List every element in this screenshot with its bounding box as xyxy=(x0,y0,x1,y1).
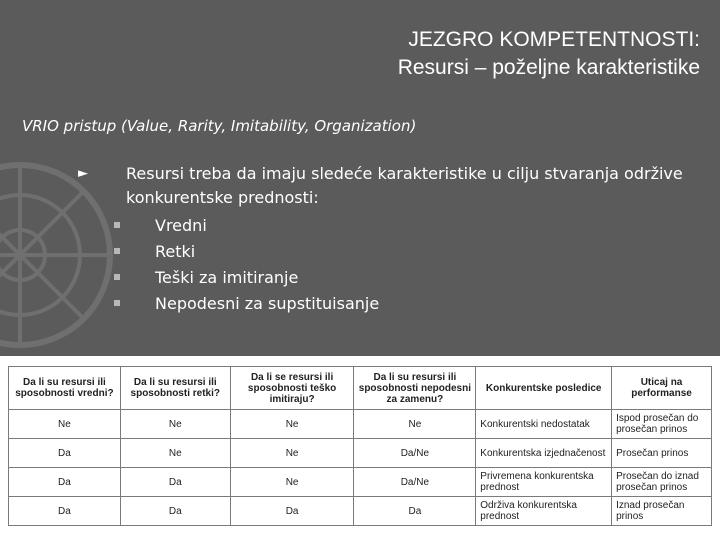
column-header-posledice: Konkurentske posledice xyxy=(476,367,612,410)
list-item-label: Retki xyxy=(155,241,196,261)
slide-subtitle: VRIO pristup (Value, Rarity, Imitability, Organization) xyxy=(22,117,417,135)
column-header-retki: Da li su resursi ili sposobnosti retki? xyxy=(120,367,230,410)
slide-title xyxy=(398,26,700,82)
column-header-zamena: Da li su resursi ili sposobnosti nepodesni za zamenu? xyxy=(354,367,476,410)
table-cell: Privremena konkurentska prednost xyxy=(476,468,612,497)
table-cell: Da xyxy=(9,439,121,468)
table-cell: Ne xyxy=(230,410,354,439)
table-cell: Da/Ne xyxy=(354,468,476,497)
table-cell: Da xyxy=(120,468,230,497)
table-cell: Ne xyxy=(120,410,230,439)
table-cell: Ne xyxy=(230,439,354,468)
table-row xyxy=(9,410,712,439)
table-cell: Održiva konkurentska prednost xyxy=(476,497,612,526)
table-cell: Ne xyxy=(354,410,476,439)
table-cell: Ne xyxy=(120,439,230,468)
table-cell: Da xyxy=(120,497,230,526)
slide-title-line-1: JEZGRO KOMPETENTNOSTI: xyxy=(408,28,700,51)
table-cell: Da xyxy=(9,468,121,497)
table-cell: Konkurentski nedostatak xyxy=(476,410,612,439)
column-header-performanse: Uticaj na performanse xyxy=(612,367,712,410)
characteristics-list xyxy=(114,212,379,316)
column-header-vredni: Da li su resursi ili sposobnosti vredni? xyxy=(9,367,121,410)
column-header-imitiranje: Da li se resursi ili sposobnosti teško imitiraju? xyxy=(230,367,354,410)
table-cell: Da/Ne xyxy=(354,439,476,468)
list-item-label: Nepodesni za supstituisanje xyxy=(155,293,380,313)
list-item-label: Vredni xyxy=(155,215,207,235)
table-cell: Iznad prosečan prinos xyxy=(612,497,712,526)
table-cell: Da xyxy=(230,497,354,526)
vrio-table xyxy=(8,366,712,526)
square-bullet-icon xyxy=(114,300,120,306)
list-item xyxy=(114,264,379,290)
square-bullet-icon xyxy=(114,222,120,228)
table-header-row xyxy=(9,367,712,410)
intro-text: Resursi treba da imaju sledeće karakteristike u cilju stvaranja održive konkurentske prednosti: xyxy=(126,164,683,207)
vrio-table-panel xyxy=(0,356,720,540)
table-cell: Ne xyxy=(230,468,354,497)
table-cell: Prosečan prinos xyxy=(612,439,712,468)
table-cell: Ispod prosečan do prosečan prinos xyxy=(612,410,712,439)
bullet-arrow-icon: ► xyxy=(78,166,88,181)
square-bullet-icon xyxy=(114,248,120,254)
list-item xyxy=(114,290,379,316)
square-bullet-icon xyxy=(114,274,120,280)
slide-title-line-2: Resursi – poželjne karakteristike xyxy=(397,56,700,79)
table-row xyxy=(9,497,712,526)
table-cell: Konkurentska izjednačenost xyxy=(476,439,612,468)
list-item xyxy=(114,238,379,264)
table-row xyxy=(9,439,712,468)
table-row xyxy=(9,468,712,497)
table-cell: Prosečan do iznad prosečan prinos xyxy=(612,468,712,497)
list-item-label: Teški za imitiranje xyxy=(155,267,299,287)
table-cell: Ne xyxy=(9,410,121,439)
table-cell: Da xyxy=(9,497,121,526)
table-cell: Da xyxy=(354,497,476,526)
list-item xyxy=(114,212,379,238)
